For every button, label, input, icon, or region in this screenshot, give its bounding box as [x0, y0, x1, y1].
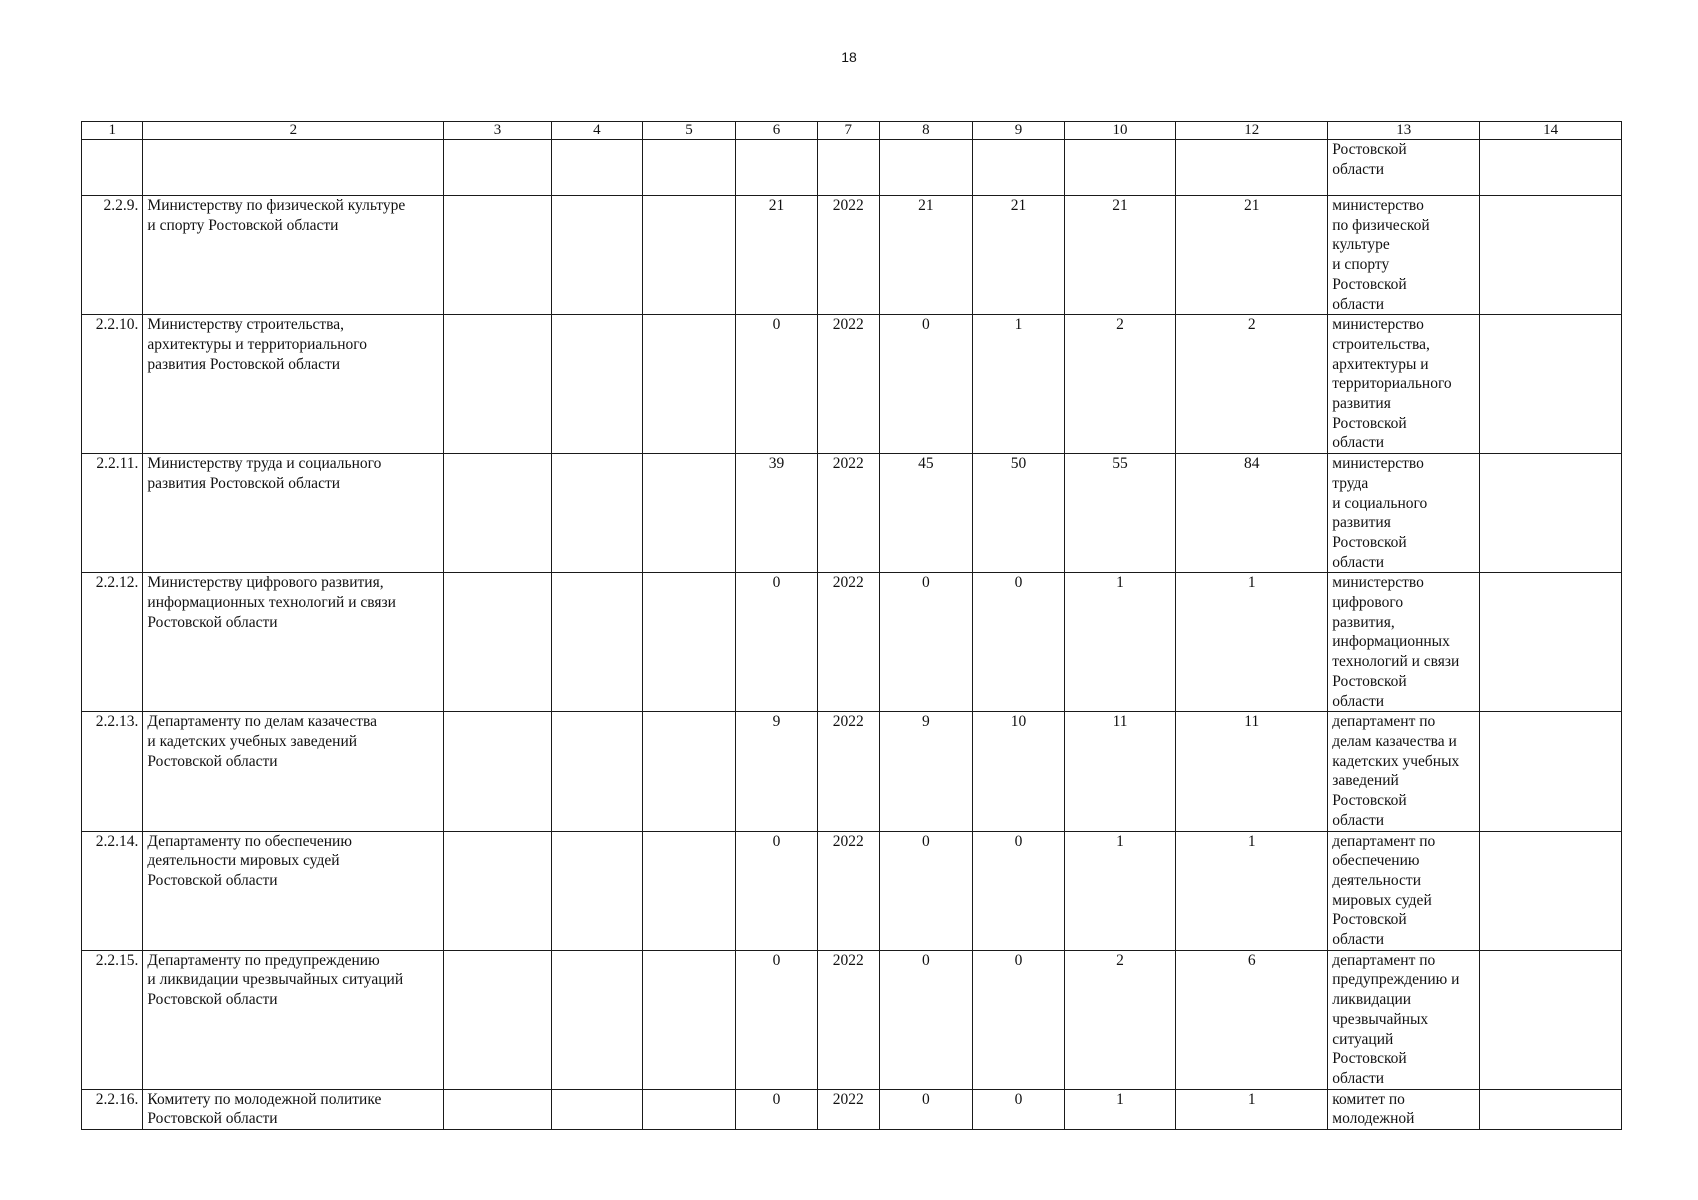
value-c8: 0: [879, 831, 973, 950]
responsible-line: Ростовской: [1332, 792, 1407, 810]
responsible-line: области: [1332, 295, 1385, 313]
responsible-line: труда: [1332, 474, 1369, 492]
value-c6: 21: [735, 196, 817, 315]
value-c8: 0: [879, 1089, 973, 1129]
value-c10: [1064, 140, 1175, 196]
responsible-line: комитет по: [1332, 1090, 1405, 1108]
recipient-name: [143, 140, 444, 196]
table-row: [82, 831, 1622, 950]
recipient-name: [143, 950, 444, 1089]
cell-c3: [444, 196, 551, 315]
responsible-line: области: [1332, 434, 1385, 452]
item-number: 2.2.16.: [82, 1089, 143, 1129]
value-c12: 11: [1176, 712, 1328, 831]
responsible-line: и социального: [1332, 494, 1428, 512]
value-c7: 2022: [818, 831, 879, 950]
item-number: 2.2.10.: [82, 315, 143, 454]
value-c7: 2022: [818, 1089, 879, 1129]
cell-c5: [643, 950, 736, 1089]
responsible-line: области: [1332, 1069, 1385, 1087]
cell-c14: [1480, 950, 1622, 1089]
cell-c14: [1480, 196, 1622, 315]
value-c9: 0: [973, 1089, 1065, 1129]
responsible-line: Ростовской: [1332, 672, 1407, 690]
header-cell: 2: [143, 122, 444, 140]
responsible-executor: [1328, 573, 1480, 712]
responsible-line: деятельности: [1332, 871, 1421, 889]
recipient-line: Ростовской области: [147, 871, 278, 889]
responsible-executor: [1328, 712, 1480, 831]
recipient-line: и спорту Ростовской области: [147, 216, 339, 234]
recipient-name: [143, 1089, 444, 1129]
responsible-line: цифрового: [1332, 594, 1404, 612]
recipient-line: и кадетских учебных заведений: [147, 732, 358, 750]
cell-c4: [551, 196, 643, 315]
cell-c5: [643, 315, 736, 454]
cell-c3: [444, 950, 551, 1089]
value-c6: 0: [735, 315, 817, 454]
responsible-line: Ростовской: [1332, 275, 1407, 293]
value-c10: 21: [1064, 196, 1175, 315]
header-cell: 8: [879, 122, 973, 140]
responsible-line: Ростовской: [1332, 533, 1407, 551]
item-number: 2.2.14.: [82, 831, 143, 950]
value-c8: 0: [879, 315, 973, 454]
responsible-line: развития,: [1332, 613, 1395, 631]
item-number: [82, 140, 143, 196]
table-row: [82, 712, 1622, 831]
responsible-line: культуре: [1332, 236, 1390, 254]
responsible-line: развития: [1332, 395, 1391, 413]
cell-c5: [643, 454, 736, 573]
value-c6: 0: [735, 950, 817, 1089]
responsible-executor: [1328, 831, 1480, 950]
responsible-line: министерство: [1332, 316, 1424, 334]
responsible-line: Ростовской: [1332, 141, 1407, 158]
header-cell: 10: [1064, 122, 1175, 140]
responsible-line: информационных: [1332, 633, 1450, 651]
value-c7: 2022: [818, 573, 879, 712]
item-number: 2.2.13.: [82, 712, 143, 831]
item-number: 2.2.12.: [82, 573, 143, 712]
value-c12: 84: [1176, 454, 1328, 573]
header-cell: 6: [735, 122, 817, 140]
value-c10: 55: [1064, 454, 1175, 573]
responsible-line: делам казачества и: [1332, 732, 1457, 750]
responsible-line: Ростовской: [1332, 1050, 1407, 1068]
table-row: [82, 573, 1622, 712]
recipient-line: архитектуры и территориального: [147, 335, 368, 353]
value-c8: 21: [879, 196, 973, 315]
value-c9: 1: [973, 315, 1065, 454]
table-row: [82, 454, 1622, 573]
responsible-line: ситуаций: [1332, 1030, 1394, 1048]
value-c12: [1176, 140, 1328, 196]
cell-c4: [551, 573, 643, 712]
cell-c14: [1480, 1089, 1622, 1129]
recipient-line: Ростовской области: [147, 991, 278, 1009]
item-number: 2.2.11.: [82, 454, 143, 573]
responsible-line: строительства,: [1332, 335, 1430, 353]
table-row: [82, 196, 1622, 315]
responsible-line: Ростовской: [1332, 414, 1407, 432]
header-cell: 9: [973, 122, 1065, 140]
value-c9: 21: [973, 196, 1065, 315]
value-c9: 0: [973, 573, 1065, 712]
responsible-executor: [1328, 315, 1480, 454]
responsible-line: области: [1332, 553, 1385, 571]
cell-c14: [1480, 454, 1622, 573]
recipient-line: информационных технологий и связи: [147, 594, 396, 612]
responsible-executor: [1328, 950, 1480, 1089]
header-cell: 1: [82, 122, 143, 140]
cell-c3: [444, 831, 551, 950]
responsible-line: департамент по: [1332, 951, 1436, 969]
table-row: [82, 1089, 1622, 1129]
table-row: [82, 140, 1622, 196]
cell-c4: [551, 950, 643, 1089]
recipient-line: развития Ростовской области: [147, 355, 341, 373]
responsible-executor: [1328, 454, 1480, 573]
value-c7: 2022: [818, 712, 879, 831]
cell-c5: [643, 140, 736, 196]
cell-c4: [551, 712, 643, 831]
value-c8: 0: [879, 950, 973, 1089]
cell-c5: [643, 831, 736, 950]
cell-c3: [444, 454, 551, 573]
table-row: [82, 950, 1622, 1089]
value-c8: 0: [879, 573, 973, 712]
value-c7: 2022: [818, 315, 879, 454]
cell-c3: [444, 140, 551, 196]
responsible-line: обеспечению: [1332, 852, 1420, 870]
responsible-line: кадетских учебных: [1332, 752, 1460, 770]
value-c6: 0: [735, 573, 817, 712]
cell-c4: [551, 454, 643, 573]
responsible-line: Ростовской: [1332, 911, 1407, 929]
responsible-line: развития: [1332, 514, 1391, 532]
responsible-executor: [1328, 196, 1480, 315]
cell-c3: [444, 573, 551, 712]
value-c9: 0: [973, 950, 1065, 1089]
responsible-line: мировых судей: [1332, 891, 1432, 909]
value-c8: 45: [879, 454, 973, 573]
value-c9: 10: [973, 712, 1065, 831]
recipient-name: [143, 315, 444, 454]
cell-c3: [444, 712, 551, 831]
value-c12: 1: [1176, 831, 1328, 950]
cell-c4: [551, 315, 643, 454]
value-c9: 50: [973, 454, 1065, 573]
value-c12: 21: [1176, 196, 1328, 315]
cell-c14: [1480, 315, 1622, 454]
value-c9: [973, 140, 1065, 196]
value-c7: 2022: [818, 196, 879, 315]
value-c6: [735, 140, 817, 196]
value-c6: 9: [735, 712, 817, 831]
cell-c3: [444, 1089, 551, 1129]
header-cell: 5: [643, 122, 736, 140]
value-c12: 2: [1176, 315, 1328, 454]
header-cell: 4: [551, 122, 643, 140]
value-c10: 1: [1064, 573, 1175, 712]
recipient-line: Ростовской области: [147, 613, 278, 631]
value-c9: 0: [973, 831, 1065, 950]
value-c6: 0: [735, 1089, 817, 1129]
cell-c14: [1480, 712, 1622, 831]
header-row: [82, 122, 1622, 140]
responsible-line: министерство: [1332, 197, 1424, 214]
cell-c14: [1480, 140, 1622, 196]
responsible-line: по физической: [1332, 216, 1430, 234]
header-cell: 7: [818, 122, 879, 140]
header-cell: 14: [1480, 122, 1622, 140]
header-cell: 3: [444, 122, 551, 140]
responsible-line: департамент по: [1332, 713, 1436, 731]
responsible-line: и спорту: [1332, 256, 1390, 274]
responsible-line: министерство: [1332, 574, 1424, 592]
value-c10: 11: [1064, 712, 1175, 831]
value-c6: 39: [735, 454, 817, 573]
value-c12: 1: [1176, 573, 1328, 712]
recipient-name: [143, 712, 444, 831]
recipient-line: и ликвидации чрезвычайных ситуаций: [147, 971, 404, 989]
value-c8: 9: [879, 712, 973, 831]
item-number: 2.2.9.: [82, 196, 143, 315]
responsible-line: ликвидации: [1332, 991, 1412, 1009]
recipient-line: деятельности мировых судей: [147, 852, 340, 870]
value-c12: 6: [1176, 950, 1328, 1089]
responsible-line: области: [1332, 931, 1385, 949]
value-c10: 1: [1064, 1089, 1175, 1129]
value-c10: 2: [1064, 950, 1175, 1089]
value-c10: 1: [1064, 831, 1175, 950]
recipient-line: Министерству строительства,: [147, 316, 345, 334]
recipient-name: [143, 454, 444, 573]
responsible-line: технологий и связи: [1332, 653, 1460, 671]
responsible-line: заведений: [1332, 772, 1399, 790]
recipient-name: [143, 196, 444, 315]
value-c7: [818, 140, 879, 196]
table-row: [82, 315, 1622, 454]
header-cell: 12: [1176, 122, 1328, 140]
cell-c5: [643, 1089, 736, 1129]
recipient-line: Департаменту по предупреждению: [147, 951, 380, 969]
responsible-line: молодежной: [1332, 1110, 1415, 1128]
responsible-executor: [1328, 140, 1480, 196]
recipient-line: Министерству труда и социального: [147, 455, 382, 473]
responsible-line: области: [1332, 692, 1385, 710]
recipient-line: Ростовской области: [147, 752, 278, 770]
recipient-name: [143, 573, 444, 712]
value-c12: 1: [1176, 1089, 1328, 1129]
value-c10: 2: [1064, 315, 1175, 454]
responsible-line: области: [1332, 160, 1385, 178]
responsible-line: чрезвычайных: [1332, 1010, 1429, 1028]
recipient-line: развития Ростовской области: [147, 474, 341, 492]
cell-c4: [551, 831, 643, 950]
value-c7: 2022: [818, 950, 879, 1089]
recipient-line: Министерству по физической культуре: [147, 197, 406, 214]
cell-c5: [643, 196, 736, 315]
recipient-line: Ростовской области: [147, 1110, 278, 1128]
responsible-line: области: [1332, 811, 1385, 829]
cell-c14: [1480, 831, 1622, 950]
responsible-line: архитектуры и: [1332, 355, 1429, 373]
cell-c4: [551, 1089, 643, 1129]
recipient-name: [143, 831, 444, 950]
recipient-line: Департаменту по делам казачества: [147, 713, 378, 731]
item-number: 2.2.15.: [82, 950, 143, 1089]
value-c6: 0: [735, 831, 817, 950]
responsible-executor: [1328, 1089, 1480, 1129]
recipient-line: Министерству цифрового развития,: [147, 574, 384, 592]
recipient-line: Комитету по молодежной политике: [147, 1090, 382, 1108]
responsible-line: департамент по: [1332, 832, 1436, 850]
cell-c14: [1480, 573, 1622, 712]
value-c8: [879, 140, 973, 196]
recipient-line: Департаменту по обеспечению: [147, 832, 352, 850]
cell-c4: [551, 140, 643, 196]
header-cell: 13: [1328, 122, 1480, 140]
responsible-line: министерство: [1332, 455, 1424, 473]
responsible-line: территориального: [1332, 375, 1452, 393]
responsible-line: предупреждению и: [1332, 971, 1460, 989]
page-number: 18: [841, 49, 857, 65]
data-table: [81, 121, 1622, 1130]
cell-c3: [444, 315, 551, 454]
cell-c5: [643, 712, 736, 831]
cell-c5: [643, 573, 736, 712]
value-c7: 2022: [818, 454, 879, 573]
